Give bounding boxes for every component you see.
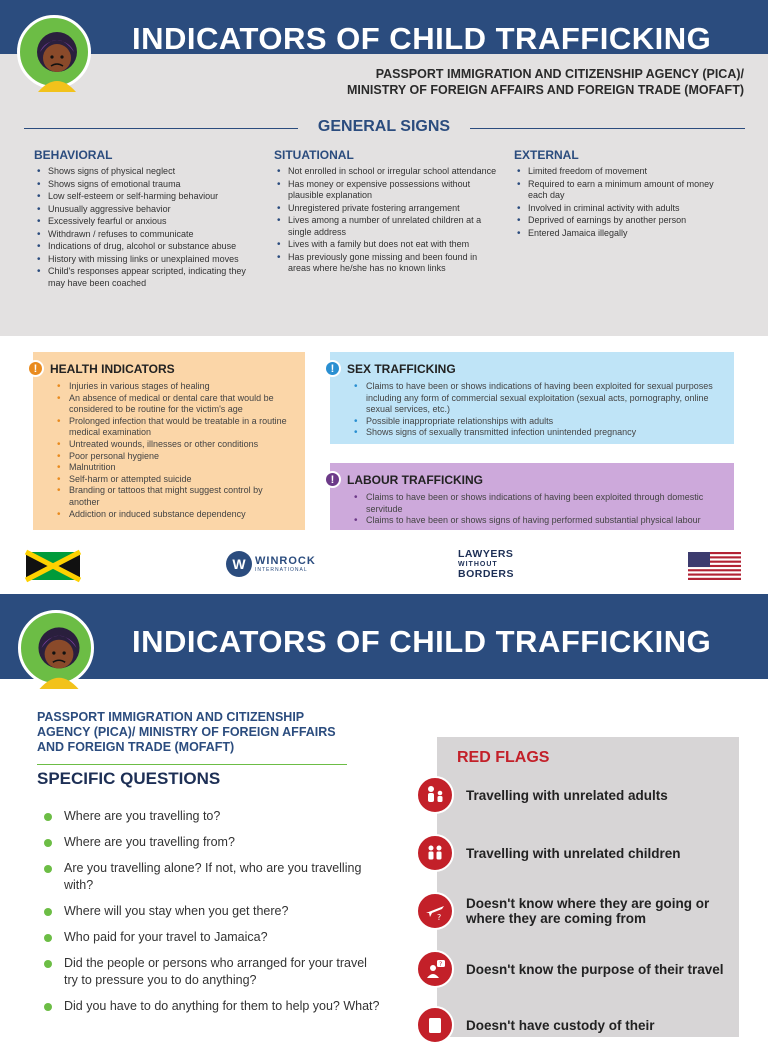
svg-text:?: ? (439, 961, 443, 968)
list-item: • Lives with a family but does not eat with them (274, 239, 499, 251)
page-title: INDICATORS OF CHILD TRAFFICKING (132, 21, 712, 56)
list-item: Who paid for your travel to Jamaica? (44, 929, 384, 946)
list-item: • Untreated wounds, illnesses or other conditions (43, 439, 295, 451)
list-item: • Indications of drug, alcohol or substance abuse (34, 241, 249, 253)
child-avatar-icon (17, 15, 91, 89)
red-flag-item: ? Doesn't know where they are going or where they are coming from (416, 892, 736, 930)
behavioral-column (34, 148, 249, 290)
sex-trafficking-box (330, 352, 734, 444)
list-item: • Poor personal hygiene (43, 451, 295, 463)
health-list (43, 381, 295, 520)
list-item: • Claims to have been or shows indications of having been exploited for sexual purposes including any form of commercial sexual exploitation (sexual acts, pornography, online sexual services, etc.) (340, 381, 724, 416)
situational-list (274, 166, 499, 275)
children-icon (416, 834, 454, 872)
list-item: Did the people or persons who arranged for your travel try to pressure you to do anything? (44, 955, 384, 989)
agency-heading: PASSPORT IMMIGRATION AND CITIZENSHIP AGENCY (PICA)/ MINISTRY OF FOREIGN AFFAIRS AND FOREIGN TRADE (MOFAFT) (37, 710, 336, 754)
list-item: • Deprived of earnings by another person (514, 215, 719, 227)
list-item: • Excessively fearful or anxious (34, 216, 249, 228)
child-avatar-icon (18, 610, 94, 686)
list-item: • Claims to have been or shows signs of having performed substantial physical labour (340, 515, 724, 527)
warning-icon: ! (27, 360, 44, 377)
divider-right (470, 128, 745, 129)
health-indicators-box (33, 352, 305, 530)
list-item: • Not enrolled in school or irregular school attendance (274, 166, 499, 178)
list-item: • Has money or expensive possessions without plausible explanation (274, 179, 499, 202)
external-list (514, 166, 719, 239)
list-item: • Withdrawn / refuses to communicate (34, 229, 249, 241)
list-item: Are you travelling alone? If not, who are you travelling with? (44, 860, 384, 894)
document-icon (416, 1006, 454, 1044)
health-heading: HEALTH INDICATORS (50, 361, 175, 376)
labour-heading: LABOUR TRAFFICKING (347, 472, 483, 487)
list-item: • Low self-esteem or self-harming behaviour (34, 191, 249, 203)
winrock-logo: W WINROCK INTERNATIONAL (226, 551, 316, 577)
list-item: • Shows signs of emotional trauma (34, 179, 249, 191)
questions-list (44, 808, 384, 1024)
list-item: • Limited freedom of movement (514, 166, 719, 178)
situational-column (274, 148, 499, 276)
list-item: • Involved in criminal activity with adults (514, 203, 719, 215)
list-item: • An absence of medical or dental care that would be considered to be routine for the victim's age (43, 393, 295, 416)
external-heading: EXTERNAL (514, 148, 579, 162)
agency-heading: PASSPORT IMMIGRATION AND CITIZENSHIP AGENCY (PICA)/ MINISTRY OF FOREIGN AFFAIRS AND FOREIGN TRADE (MOFAFT) (347, 67, 744, 97)
usa-flag-icon (688, 552, 741, 580)
warning-icon: ! (324, 360, 341, 377)
external-column (514, 148, 719, 240)
list-item: • Claims to have been or shows indications of having been exploited through domestic servitude (340, 492, 724, 515)
list-item: • Shows signs of physical neglect (34, 166, 249, 178)
list-item: • Unusually aggressive behavior (34, 204, 249, 216)
list-item: • Possible inappropriate relationships with adults (340, 416, 724, 428)
page-2 (0, 594, 768, 1033)
list-item: • Self-harm or attempted suicide (43, 474, 295, 486)
red-flag-item: Travelling with unrelated children (416, 834, 736, 872)
list-item: Did you have to do anything for them to help you? What? (44, 998, 384, 1015)
list-item: Where are you travelling from? (44, 834, 384, 851)
jamaica-flag-icon (26, 552, 80, 580)
behavioral-heading: BEHAVIORAL (34, 148, 113, 162)
sex-list (340, 381, 724, 439)
list-item: • Branding or tattoos that might suggest control by another (43, 485, 295, 508)
lawyers-without-borders-logo: LAWYERS WITHOUT BORDERS (458, 548, 515, 580)
list-item: • Addiction or induced substance dependency (43, 509, 295, 521)
general-signs-heading: GENERAL SIGNS (317, 118, 451, 135)
list-item: • Child's responses appear scripted, indicating they may have been coached (34, 266, 249, 289)
list-item: • Required to earn a minimum amount of money each day (514, 179, 719, 202)
sex-heading: SEX TRAFFICKING (347, 361, 456, 376)
list-item: • Has previously gone missing and been found in areas where he/she has no known links (274, 252, 499, 275)
list-item: • Injuries in various stages of healing (43, 381, 295, 393)
labour-list (340, 492, 724, 527)
list-item: • Prolonged infection that would be treatable in a routine medical examination (43, 416, 295, 439)
red-flag-item: ? Doesn't know the purpose of their travel (416, 950, 736, 988)
behavioral-list (34, 166, 249, 289)
adult-child-icon (416, 776, 454, 814)
list-item: Where are you travelling to? (44, 808, 384, 825)
list-item: • Unregistered private fostering arrangement (274, 203, 499, 215)
labour-trafficking-box (330, 463, 734, 530)
winrock-mark-icon: W (226, 551, 252, 577)
svg-text:?: ? (437, 913, 442, 922)
plane-question-icon (416, 892, 454, 930)
red-flags-heading: RED FLAGS (457, 749, 550, 766)
divider (37, 764, 347, 765)
red-flag-item: Doesn't have custody of their (416, 1006, 736, 1044)
list-item: • Malnutrition (43, 462, 295, 474)
page-title: INDICATORS OF CHILD TRAFFICKING (132, 624, 712, 659)
list-item: • Entered Jamaica illegally (514, 228, 719, 240)
warning-icon: ! (324, 471, 341, 488)
person-question-icon (416, 950, 454, 988)
situational-heading: SITUATIONAL (274, 148, 354, 162)
list-item: Where will you stay when you get there? (44, 903, 384, 920)
list-item: • Lives among a number of unrelated children at a single address (274, 215, 499, 238)
list-item: • Shows signs of sexually transmitted infection unintended pregnancy (340, 427, 724, 439)
red-flag-item: Travelling with unrelated adults (416, 776, 736, 814)
specific-questions-heading: SPECIFIC QUESTIONS (37, 769, 221, 788)
list-item: • History with missing links or unexplained moves (34, 254, 249, 266)
